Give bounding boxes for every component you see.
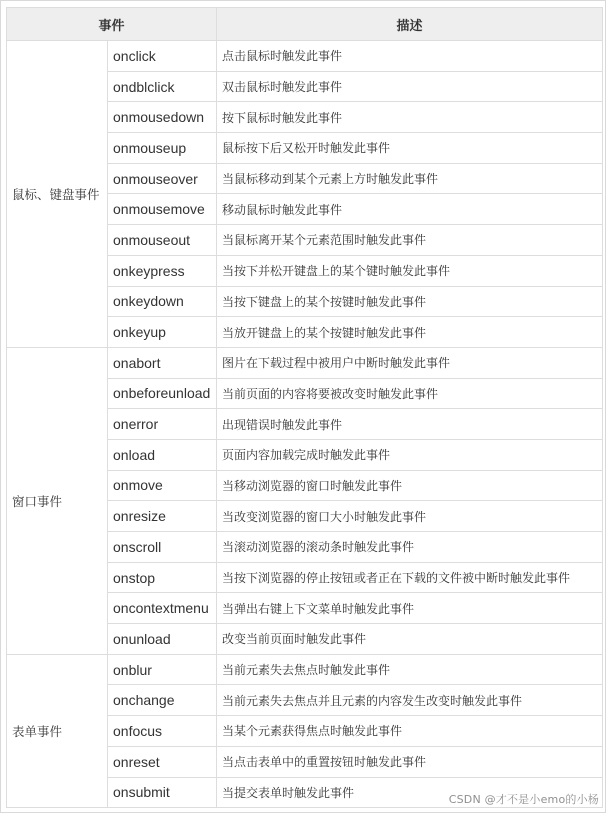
table-row (7, 654, 603, 685)
event-name-cell: onmouseover (108, 163, 217, 194)
event-name-cell: onchange (108, 685, 217, 716)
event-name-cell: onbeforeunload (108, 378, 217, 409)
events-table (6, 7, 603, 808)
event-name-cell: onscroll (108, 532, 217, 563)
event-description-cell: 当前页面的内容将要被改变时触发此事件 (217, 378, 603, 409)
event-name-cell: oncontextmenu (108, 593, 217, 624)
event-description-cell: 当前元素失去焦点时触发此事件 (217, 654, 603, 685)
header-row (7, 8, 603, 41)
event-description-cell: 当按下浏览器的停止按钮或者正在下载的文件被中断时触发此事件 (217, 562, 603, 593)
event-description-cell: 页面内容加载完成时触发此事件 (217, 439, 603, 470)
event-name-cell: onkeypress (108, 255, 217, 286)
event-description-cell: 点击鼠标时触发此事件 (217, 41, 603, 72)
header-event: 事件 (7, 8, 217, 41)
table-row (7, 41, 603, 72)
header-description: 描述 (217, 8, 603, 41)
event-name-cell: onblur (108, 654, 217, 685)
event-description-cell: 当提交表单时触发此事件 (217, 777, 603, 808)
event-description-cell: 当鼠标移动到某个元素上方时触发此事件 (217, 163, 603, 194)
event-name-cell: onkeyup (108, 317, 217, 348)
event-description-cell: 当弹出右键上下文菜单时触发此事件 (217, 593, 603, 624)
event-name-cell: onresize (108, 501, 217, 532)
event-name-cell: onsubmit (108, 777, 217, 808)
event-description-cell: 当放开键盘上的某个按键时触发此事件 (217, 317, 603, 348)
category-cell: 鼠标、键盘事件 (7, 41, 108, 348)
event-description-cell: 鼠标按下后又松开时触发此事件 (217, 133, 603, 164)
event-description-cell: 当按下键盘上的某个按键时触发此事件 (217, 286, 603, 317)
event-description-cell: 图片在下载过程中被用户中断时触发此事件 (217, 347, 603, 378)
event-name-cell: onmouseup (108, 133, 217, 164)
event-name-cell: onmousedown (108, 102, 217, 133)
event-name-cell: onkeydown (108, 286, 217, 317)
event-description-cell: 当移动浏览器的窗口时触发此事件 (217, 470, 603, 501)
event-description-cell: 当鼠标离开某个元素范围时触发此事件 (217, 225, 603, 256)
category-cell: 表单事件 (7, 654, 108, 807)
category-cell: 窗口事件 (7, 347, 108, 654)
event-description-cell: 改变当前页面时触发此事件 (217, 624, 603, 655)
event-description-cell: 出现错误时触发此事件 (217, 409, 603, 440)
event-description-cell: 当滚动浏览器的滚动条时触发此事件 (217, 532, 603, 563)
event-name-cell: onerror (108, 409, 217, 440)
event-name-cell: onclick (108, 41, 217, 72)
event-name-cell: onreset (108, 746, 217, 777)
event-name-cell: onmouseout (108, 225, 217, 256)
event-name-cell: onfocus (108, 716, 217, 747)
event-description-cell: 按下鼠标时触发此事件 (217, 102, 603, 133)
event-name-cell: onabort (108, 347, 217, 378)
event-name-cell: onmove (108, 470, 217, 501)
event-description-cell: 当改变浏览器的窗口大小时触发此事件 (217, 501, 603, 532)
event-description-cell: 当前元素失去焦点并且元素的内容发生改变时触发此事件 (217, 685, 603, 716)
csdn-watermark: CSDN @才不是小emo的小杨 (448, 793, 599, 806)
table-row (7, 347, 603, 378)
event-name-cell: ondblclick (108, 71, 217, 102)
event-description-cell: 当按下并松开键盘上的某个键时触发此事件 (217, 255, 603, 286)
event-name-cell: onstop (108, 562, 217, 593)
event-name-cell: onmousemove (108, 194, 217, 225)
event-description-cell: 双击鼠标时触发此事件 (217, 71, 603, 102)
event-description-cell: 当某个元素获得焦点时触发此事件 (217, 716, 603, 747)
event-description-cell: 移动鼠标时触发此事件 (217, 194, 603, 225)
event-description-cell: 当点击表单中的重置按钮时触发此事件 (217, 746, 603, 777)
table-body (7, 41, 603, 808)
table-header (7, 8, 603, 41)
event-name-cell: onload (108, 439, 217, 470)
event-name-cell: onunload (108, 624, 217, 655)
